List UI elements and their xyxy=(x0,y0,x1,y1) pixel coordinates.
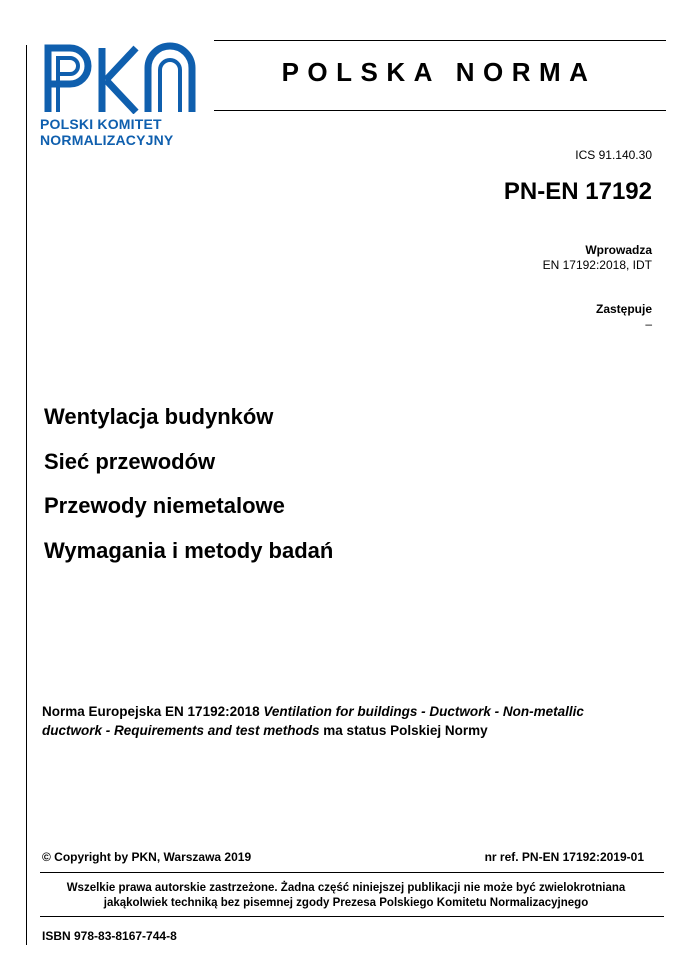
title-line-4: Wymagania i metody badań xyxy=(44,538,334,563)
title-line-1: Wentylacja budynków xyxy=(44,404,274,429)
pkn-logo-mark xyxy=(40,40,208,114)
ics-code: ICS 91.140.30 xyxy=(575,148,652,162)
status-note xyxy=(42,702,642,740)
status-note-english-title: Ventilation for buildings - Ductwork - Non-metallic ductwork - Requirements and test methods xyxy=(42,704,584,738)
title-line-2: Sieć przewodów xyxy=(44,449,216,474)
rights-notice: Wszelkie prawa autorskie zastrzeżone. Żadna część niniejszej publikacji nie może być zwielokrotniana jakąkolwiek techniką bez pisemnej zgody Prezesa Polskiego Komitetu Normalizacyjnego xyxy=(66,882,626,909)
status-note-suffix: ma status Polskiej Normy xyxy=(319,723,488,738)
status-note-prefix: Norma Europejska EN 17192:2018 xyxy=(42,704,264,719)
logo-line-1: POLSKI KOMITET xyxy=(40,116,162,132)
isbn: ISBN 978-83-8167-744-8 xyxy=(42,929,177,943)
copyright: © Copyright by PKN, Warszawa 2019 xyxy=(42,850,252,864)
pkn-logo xyxy=(40,40,210,150)
replaces-label: Zastępuje xyxy=(595,302,652,316)
replaces-value: – xyxy=(645,317,652,331)
header-title: POLSKA NORMA xyxy=(281,57,597,87)
left-margin-rule xyxy=(26,45,27,945)
standard-code: PN-EN 17192 xyxy=(503,178,652,205)
introduces-label: Wprowadza xyxy=(585,243,652,257)
logo-line-2: NORMALIZACYJNY xyxy=(40,132,174,148)
footer-bottom-rule xyxy=(40,916,664,917)
title-line-3: Przewody niemetalowe xyxy=(44,493,285,518)
header-top-rule xyxy=(214,40,666,41)
reference-number: nr ref. PN-EN 17192:2019-01 xyxy=(484,850,644,864)
introduces-value: EN 17192:2018, IDT xyxy=(542,258,652,272)
footer-top-rule xyxy=(40,872,664,873)
header-bottom-rule xyxy=(214,110,666,111)
